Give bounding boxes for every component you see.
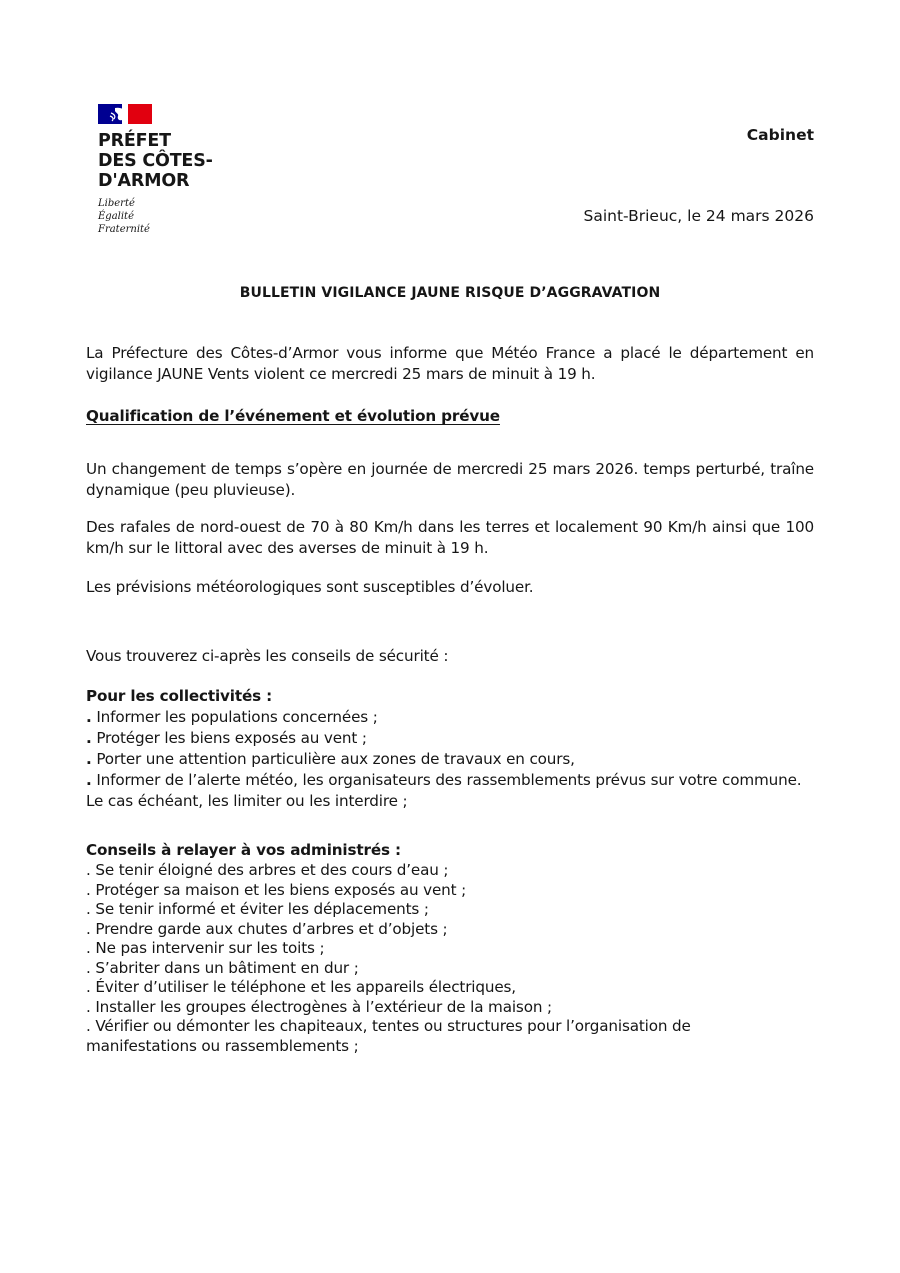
list-item-text: Informer de l’alerte météo, les organisateurs des rassemblements prévus sur votre commune. — [96, 771, 802, 789]
prefect-title-line: D'ARMOR — [98, 171, 190, 191]
bullet-dot: . — [86, 708, 92, 726]
evolution-paragraph: Un changement de temps s’opère en journée de mercredi 25 mars 2026. temps perturbé, traîne dynamique (peu pluvieuse). — [86, 460, 814, 499]
administres-heading: Conseils à relayer à vos administrés : — [86, 841, 401, 859]
collectivites-heading: Pour les collectivités : — [86, 687, 273, 705]
list-item: . Prendre garde aux chutes d’arbres et d’objets ; — [86, 919, 448, 938]
prefect-title — [98, 131, 258, 191]
list-item-text: Protéger les biens exposés au vent ; — [96, 729, 367, 747]
list-item: . Éviter d’utiliser le téléphone et les appareils électriques, — [86, 978, 516, 996]
prefect-title-line: PRÉFET — [98, 131, 171, 151]
evolution-paragraph: Des rafales de nord-ouest de 70 à 80 Km/h dans les terres et localement 90 Km/h ainsi que 100 km/h sur le littoral avec des averses de minuit à 19 h. — [86, 518, 814, 557]
bullet-dot: . — [86, 771, 92, 789]
place-date: Saint-Brieuc, le 24 mars 2026 — [583, 207, 814, 225]
list-item: . Se tenir éloigné des arbres et des cours d’eau ; — [86, 861, 449, 879]
bullet-dot: . — [86, 729, 92, 747]
marianne-logo — [98, 104, 152, 124]
prefecture-logo-block — [98, 104, 258, 236]
bullet-dot: . — [86, 750, 92, 768]
prefect-title-line: DES CÔTES- — [98, 151, 213, 171]
motto-line: Fraternité — [98, 224, 150, 235]
list-item: . Se tenir informé et éviter les déplacements ; — [86, 900, 429, 918]
list-item-text: Informer les populations concernées ; — [96, 708, 378, 726]
motto-line: Liberté — [98, 198, 135, 209]
intro-paragraph: La Préfecture des Côtes-d’Armor vous informe que Météo France a placé le département en vigilance JAUNE Vents violent ce mercredi 25 mars de minuit à 19 h. — [86, 344, 814, 383]
list-item: . S’abriter dans un bâtiment en dur ; — [86, 958, 359, 977]
list-continuation: manifestations ou rassemblements ; — [86, 1036, 359, 1055]
motto-line: Égalité — [98, 211, 134, 222]
list-item-text: Porter une attention particulière aux zones de travaux en cours, — [96, 750, 575, 768]
list-item — [86, 707, 814, 728]
list-item — [86, 770, 814, 791]
list-item: . Protéger sa maison et les biens exposés au vent ; — [86, 880, 467, 899]
list-item — [86, 749, 814, 770]
bulletin-title: BULLETIN VIGILANCE JAUNE RISQUE D’AGGRAVATION — [239, 285, 661, 301]
list-item — [86, 728, 814, 749]
list-continuation: Le cas échéant, les limiter ou les interdire ; — [86, 792, 408, 810]
list-item: . Ne pas intervenir sur les toits ; — [86, 939, 325, 957]
republic-motto — [98, 197, 258, 236]
section-heading: Qualification de l’événement et évolution prévue — [86, 407, 500, 425]
list-item: . Vérifier ou démonter les chapiteaux, tentes ou structures pour l’organisation de — [86, 1017, 691, 1035]
service-label: Cabinet — [746, 126, 814, 144]
list-item: . Installer les groupes électrogènes à l’extérieur de la maison ; — [86, 997, 552, 1016]
administres-section — [86, 840, 814, 1056]
advice-intro: Vous trouverez ci-après les conseils de sécurité : — [86, 647, 449, 665]
evolution-paragraph: Les prévisions météorologiques sont susceptibles d’évoluer. — [86, 578, 534, 596]
collectivites-section — [86, 686, 814, 812]
